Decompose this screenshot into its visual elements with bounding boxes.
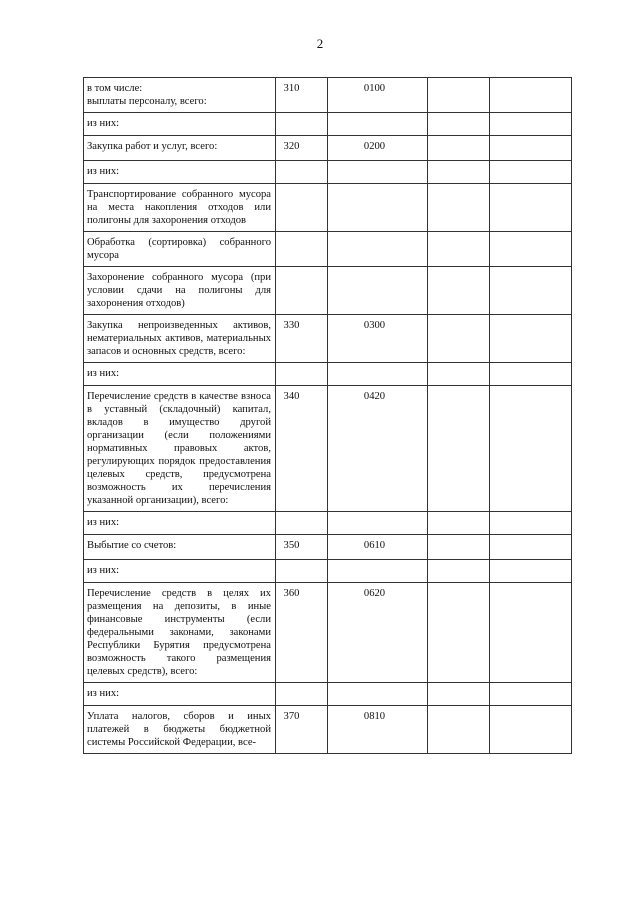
table-row (84, 232, 572, 267)
row-name-cell: Закупка работ и услуг, всего: (84, 136, 276, 161)
table-row (84, 136, 572, 161)
row-code-cell (276, 113, 328, 136)
row-amount-cell (490, 535, 572, 560)
row-code-cell: 360 (276, 583, 328, 683)
row-code-cell (276, 512, 328, 535)
row-amount-cell (490, 232, 572, 267)
row-code-cell (276, 184, 328, 232)
row-amount-cell (428, 161, 490, 184)
report-table (83, 77, 572, 754)
row-kosgu-cell: 0810 (328, 706, 428, 754)
table-row (84, 363, 572, 386)
row-amount-cell (428, 113, 490, 136)
row-amount-cell (428, 267, 490, 315)
row-code-cell: 320 (276, 136, 328, 161)
table-row (84, 113, 572, 136)
row-amount-cell (490, 161, 572, 184)
table-row (84, 386, 572, 512)
row-amount-cell (428, 363, 490, 386)
row-name-cell: Уплата налогов, сборов и иных платежей в бюджеты бюджетной системы Российской Федерации, все- (84, 706, 276, 754)
row-code-cell (276, 267, 328, 315)
table-row (84, 560, 572, 583)
row-amount-cell (428, 706, 490, 754)
row-amount-cell (490, 683, 572, 706)
row-name-cell: из них: (84, 560, 276, 583)
row-amount-cell (490, 560, 572, 583)
row-amount-cell (428, 512, 490, 535)
row-code-cell (276, 363, 328, 386)
row-name-cell: Выбытие со счетов: (84, 535, 276, 560)
row-amount-cell (428, 315, 490, 363)
table-row (84, 161, 572, 184)
row-amount-cell (428, 78, 490, 113)
table-row (84, 706, 572, 754)
table-row (84, 683, 572, 706)
row-name-cell: из них: (84, 512, 276, 535)
row-amount-cell (428, 232, 490, 267)
row-code-cell: 370 (276, 706, 328, 754)
row-kosgu-cell: 0610 (328, 535, 428, 560)
row-name-cell: из них: (84, 363, 276, 386)
row-name-cell: в том числе: выплаты персоналу, всего: (84, 78, 276, 113)
table-row (84, 78, 572, 113)
table-row (84, 535, 572, 560)
report-table-body (84, 78, 572, 754)
row-amount-cell (428, 184, 490, 232)
row-kosgu-cell (328, 512, 428, 535)
table-row (84, 184, 572, 232)
table-row (84, 267, 572, 315)
table-row (84, 583, 572, 683)
row-name-cell: Перечисление средств в целях их размещения на депозиты, в иные финансовые инструменты (если федеральными законами, законами Республики Бурятия предусмотрена возможность такого размещения целевых средств), всего: (84, 583, 276, 683)
row-code-cell (276, 161, 328, 184)
row-kosgu-cell (328, 560, 428, 583)
row-amount-cell (490, 583, 572, 683)
row-name-cell: Обработка (сортировка) собранного мусора (84, 232, 276, 267)
row-kosgu-cell: 0100 (328, 78, 428, 113)
row-amount-cell (428, 583, 490, 683)
row-kosgu-cell (328, 113, 428, 136)
row-name-cell: из них: (84, 161, 276, 184)
row-code-cell: 330 (276, 315, 328, 363)
row-amount-cell (490, 78, 572, 113)
row-amount-cell (490, 267, 572, 315)
row-code-cell: 340 (276, 386, 328, 512)
row-amount-cell (490, 386, 572, 512)
row-kosgu-cell (328, 184, 428, 232)
row-kosgu-cell: 0620 (328, 583, 428, 683)
row-name-cell: из них: (84, 683, 276, 706)
row-code-cell (276, 232, 328, 267)
row-amount-cell (490, 315, 572, 363)
row-code-cell (276, 560, 328, 583)
row-kosgu-cell (328, 232, 428, 267)
page-number: 2 (316, 36, 324, 51)
row-kosgu-cell (328, 683, 428, 706)
row-kosgu-cell (328, 267, 428, 315)
row-amount-cell (428, 683, 490, 706)
row-amount-cell (490, 363, 572, 386)
row-amount-cell (428, 535, 490, 560)
row-kosgu-cell: 0200 (328, 136, 428, 161)
row-name-cell: из них: (84, 113, 276, 136)
row-amount-cell (428, 386, 490, 512)
row-name-cell: Транспортирование собранного мусора на места накопления отходов или полигоны для захоронения отходов (84, 184, 276, 232)
row-amount-cell (490, 512, 572, 535)
row-kosgu-cell: 0420 (328, 386, 428, 512)
row-kosgu-cell (328, 363, 428, 386)
row-kosgu-cell (328, 161, 428, 184)
row-amount-cell (490, 184, 572, 232)
row-kosgu-cell: 0300 (328, 315, 428, 363)
row-code-cell: 310 (276, 78, 328, 113)
row-amount-cell (428, 136, 490, 161)
row-name-cell: Закупка непроизведенных активов, нематериальных активов, материальных запасов и основных средств, всего: (84, 315, 276, 363)
row-code-cell: 350 (276, 535, 328, 560)
table-row (84, 512, 572, 535)
row-name-cell: Захоронение собранного мусора (при условии сдачи на полигоны для захоронения отходов) (84, 267, 276, 315)
row-amount-cell (490, 706, 572, 754)
table-row (84, 315, 572, 363)
row-name-cell: Перечисление средств в качестве взноса в уставный (складочный) капитал, вкладов в имущество другой организации (если положениями нормативных правовых актов, регулирующих порядок предоставления целевых средств, предусмотрена возможность их перечисления указанной организации), всего: (84, 386, 276, 512)
row-amount-cell (490, 136, 572, 161)
row-amount-cell (428, 560, 490, 583)
row-amount-cell (490, 113, 572, 136)
row-code-cell (276, 683, 328, 706)
